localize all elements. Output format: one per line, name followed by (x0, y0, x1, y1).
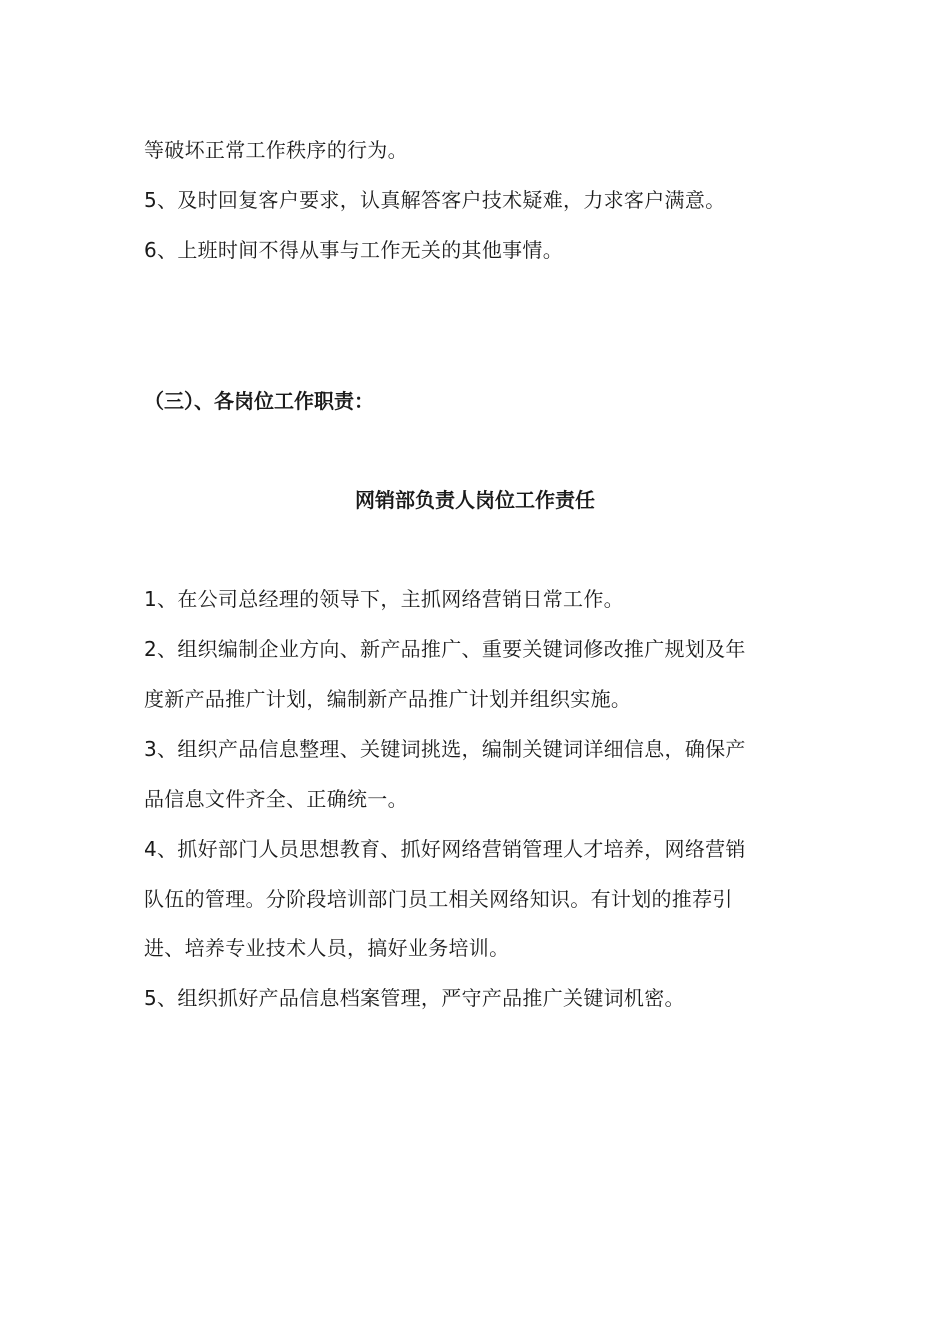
paragraph-line: 4、抓好部门人员思想教育、抓好网络营销管理人才培养，网络营销 (144, 837, 746, 861)
paragraph-line: 进、培养专业技术人员，搞好业务培训。 (144, 936, 510, 960)
paragraph-line: 等破坏正常工作秩序的行为。 (144, 138, 408, 162)
paragraph-line: 队伍的管理。分阶段培训部门员工相关网络知识。有计划的推荐引 (144, 887, 733, 911)
paragraph-line: 度新产品推广计划，编制新产品推广计划并组织实施。 (144, 687, 632, 711)
paragraph-line: 5、组织抓好产品信息档案管理，严守产品推广关键词机密。 (144, 986, 685, 1010)
paragraph-line: 3、组织产品信息整理、关键词挑选，编制关键词详细信息，确保产 (144, 737, 746, 761)
sub-title: 网销部负责人岗位工作责任 (355, 488, 595, 512)
paragraph-line: 2、组织编制企业方向、新产品推广、重要关键词修改推广规划及年 (144, 637, 746, 661)
paragraph-line: 1、在公司总经理的领导下，主抓网络营销日常工作。 (144, 587, 624, 611)
paragraph-line: 6、上班时间不得从事与工作无关的其他事情。 (144, 238, 564, 262)
section-heading: （三）、各岗位工作职责： (144, 389, 374, 413)
paragraph-line: 品信息文件齐全、正确统一。 (144, 787, 408, 811)
paragraph-line: 5、及时回复客户要求，认真解答客户技术疑难，力求客户满意。 (144, 188, 726, 212)
